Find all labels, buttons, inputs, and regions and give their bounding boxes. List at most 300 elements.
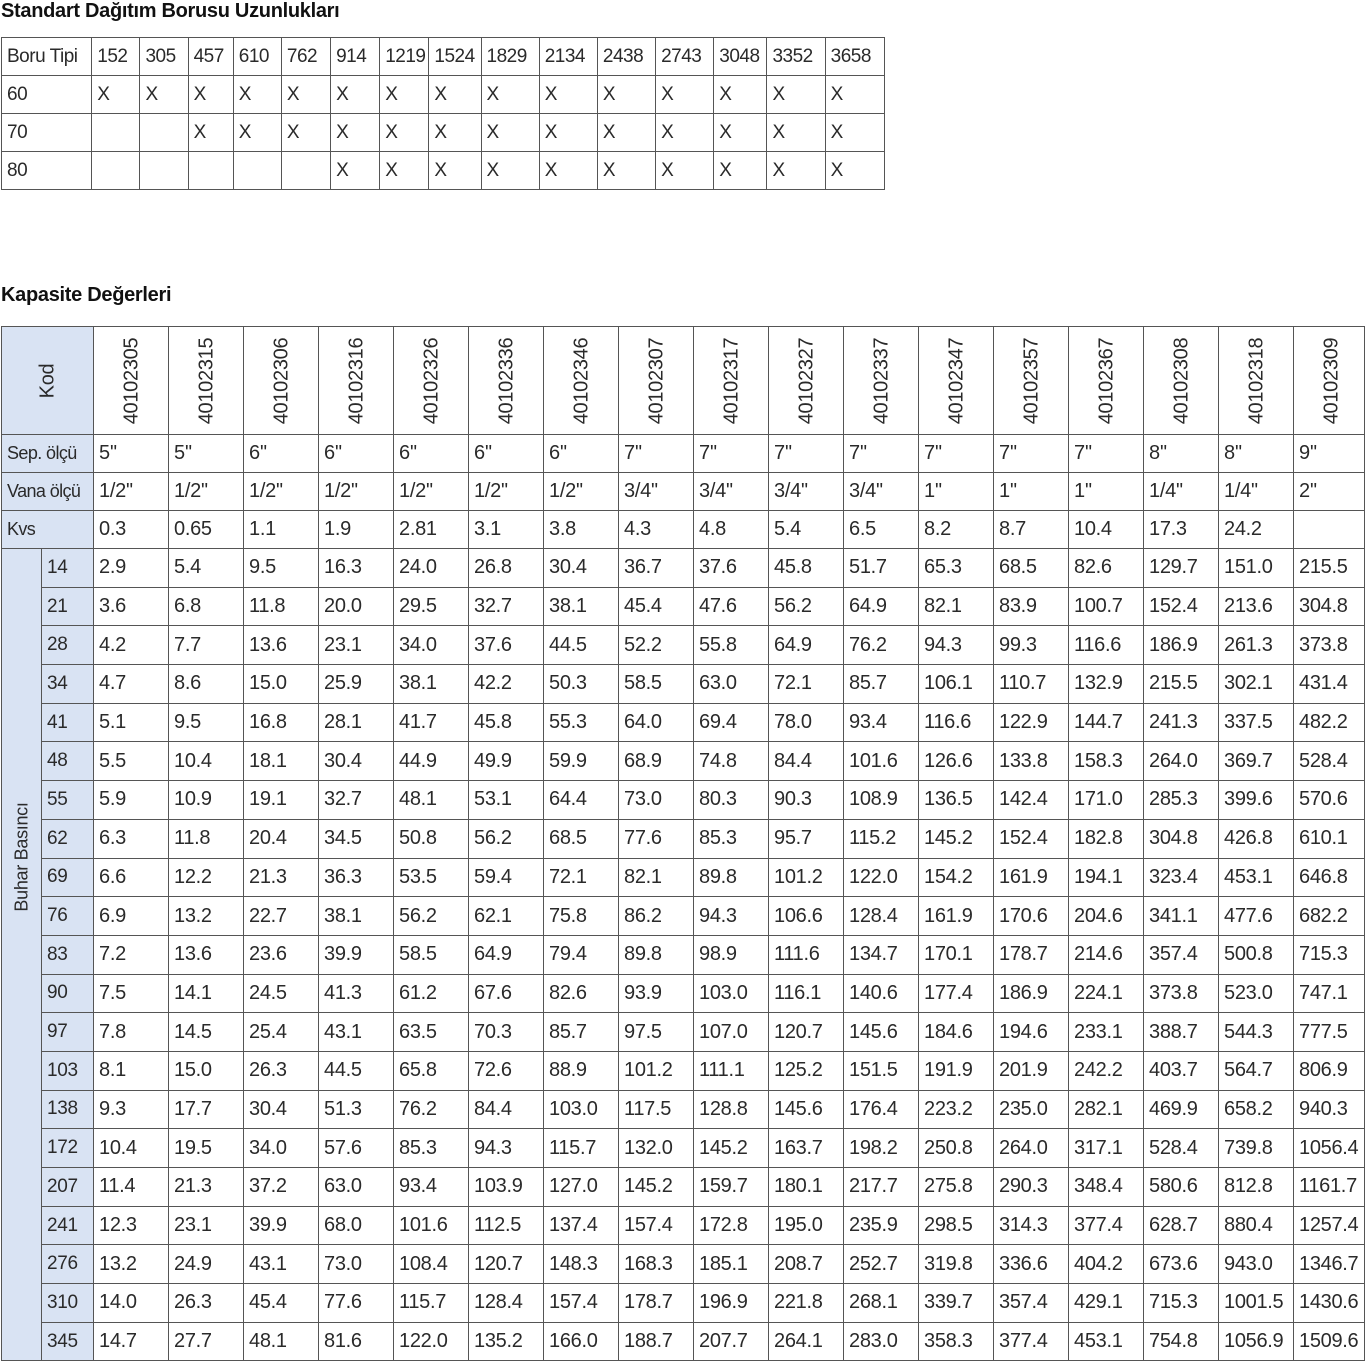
kvs-value-cell: [1294, 511, 1365, 549]
capacity-cell: 158.3: [1069, 742, 1144, 781]
capacity-cell: 18.1: [244, 742, 319, 781]
capacity-cell: 75.8: [544, 897, 619, 936]
capacity-cell: 290.3: [994, 1168, 1069, 1207]
capacity-cell: 170.1: [919, 935, 994, 974]
capacity-cell: 403.7: [1144, 1051, 1219, 1090]
length-header: 3048: [714, 38, 767, 76]
capacity-cell: 13.2: [169, 897, 244, 936]
capacity-cell: 58.5: [394, 935, 469, 974]
capacity-cell: 426.8: [1219, 819, 1294, 858]
table-row: [2, 114, 885, 152]
capacity-cell: 47.6: [694, 587, 769, 626]
header-row: [2, 38, 885, 76]
valve-size-cell: 1'': [1069, 473, 1144, 511]
capacity-cell: 45.4: [619, 587, 694, 626]
capacity-cell: 39.9: [244, 1206, 319, 1245]
capacity-cell: 34.0: [394, 626, 469, 665]
separator-size-cell: 6'': [244, 435, 319, 473]
capacity-cell: 111.1: [694, 1051, 769, 1090]
table-row: [2, 626, 1365, 665]
separator-size-cell: 6'': [544, 435, 619, 473]
product-code-cell: [544, 327, 619, 435]
capacity-cell: 37.6: [694, 549, 769, 588]
capacity-cell: 388.7: [1144, 1013, 1219, 1052]
capacity-cell: 59.4: [469, 858, 544, 897]
capacity-cell: 19.1: [244, 781, 319, 820]
capacity-cell: 81.6: [319, 1322, 394, 1361]
product-code-cell: [94, 327, 169, 435]
separator-size-cell: 5'': [169, 435, 244, 473]
availability-cell: X: [233, 76, 281, 114]
capacity-cell: 30.4: [244, 1090, 319, 1129]
kvs-value-cell: 1.9: [319, 511, 394, 549]
capacity-cell: 122.0: [844, 858, 919, 897]
capacity-cell: 221.8: [769, 1284, 844, 1323]
product-code-cell: [319, 327, 394, 435]
separator-size-cell: 7'': [619, 435, 694, 473]
capacity-cell: 377.4: [994, 1322, 1069, 1361]
availability-cell: X: [380, 114, 429, 152]
pressure-cell: 14: [42, 549, 94, 588]
capacity-cell: 98.9: [694, 935, 769, 974]
capacity-cell: 264.1: [769, 1322, 844, 1361]
product-code: 40102346: [570, 337, 593, 424]
capacity-cell: 37.2: [244, 1168, 319, 1207]
capacity-cell: 682.2: [1294, 897, 1365, 936]
product-code: 40102307: [645, 337, 668, 424]
capacity-cell: 10.4: [169, 742, 244, 781]
capacity-cell: 21.3: [169, 1168, 244, 1207]
capacity-cell: 544.3: [1219, 1013, 1294, 1052]
table-row: [2, 665, 1365, 704]
availability-cell: X: [597, 152, 655, 190]
capacity-cell: 38.1: [394, 665, 469, 704]
capacity-cell: 319.8: [919, 1245, 994, 1284]
length-header: 152: [92, 38, 140, 76]
capacity-cell: 282.1: [1069, 1090, 1144, 1129]
pipe-lengths-title: Standart Dağıtım Borusu Uzunlukları: [1, 0, 340, 22]
availability-cell: X: [429, 114, 481, 152]
capacity-cell: 28.1: [319, 703, 394, 742]
kvs-value-cell: 2.81: [394, 511, 469, 549]
pressure-cell: 345: [42, 1322, 94, 1361]
capacity-cell: 11.4: [94, 1168, 169, 1207]
pipe-type-cell: 80: [2, 152, 92, 190]
capacity-cell: 39.9: [319, 935, 394, 974]
separator-size-cell: 7'': [1069, 435, 1144, 473]
product-code: 40102357: [1020, 337, 1043, 424]
table-row: [2, 1206, 1365, 1245]
capacity-cell: 63.5: [394, 1013, 469, 1052]
capacity-cell: 134.7: [844, 935, 919, 974]
capacity-cell: 157.4: [619, 1206, 694, 1245]
capacity-cell: 89.8: [694, 858, 769, 897]
capacity-cell: 111.6: [769, 935, 844, 974]
capacity-cell: 6.6: [94, 858, 169, 897]
capacity-cell: 261.3: [1219, 626, 1294, 665]
capacity-cell: 50.3: [544, 665, 619, 704]
capacity-cell: 88.9: [544, 1051, 619, 1090]
capacity-cell: 44.5: [544, 626, 619, 665]
capacity-cell: 161.9: [994, 858, 1069, 897]
valve-size-cell: 3/4'': [769, 473, 844, 511]
capacity-cell: 747.1: [1294, 974, 1365, 1013]
capacity-cell: 1161.7: [1294, 1168, 1365, 1207]
availability-cell: X: [281, 114, 330, 152]
capacity-cell: 129.7: [1144, 549, 1219, 588]
capacity-cell: 2.9: [94, 549, 169, 588]
code-label: Kod: [36, 363, 59, 398]
capacity-cell: 55.3: [544, 703, 619, 742]
capacity-cell: 336.6: [994, 1245, 1069, 1284]
pressure-cell: 28: [42, 626, 94, 665]
table-row: [2, 1284, 1365, 1323]
capacity-cell: 304.8: [1144, 819, 1219, 858]
capacity-cell: 11.8: [169, 819, 244, 858]
capacity-cell: 136.5: [919, 781, 994, 820]
capacity-cell: 12.3: [94, 1206, 169, 1245]
capacity-cell: 166.0: [544, 1322, 619, 1361]
capacity-cell: 235.0: [994, 1090, 1069, 1129]
length-header: 2743: [656, 38, 714, 76]
capacity-cell: 24.0: [394, 549, 469, 588]
capacity-cell: 323.4: [1144, 858, 1219, 897]
capacity-cell: 34.5: [319, 819, 394, 858]
capacity-cell: 943.0: [1219, 1245, 1294, 1284]
capacity-cell: 67.6: [469, 974, 544, 1013]
availability-cell: X: [331, 76, 380, 114]
capacity-cell: 36.3: [319, 858, 394, 897]
valve-size-cell: 3/4'': [694, 473, 769, 511]
availability-cell: X: [481, 76, 539, 114]
capacity-cell: 500.8: [1219, 935, 1294, 974]
capacity-cell: 186.9: [1144, 626, 1219, 665]
capacity-cell: 195.0: [769, 1206, 844, 1245]
capacity-cell: 76.2: [844, 626, 919, 665]
availability-cell: [140, 152, 188, 190]
capacity-cell: 93.9: [619, 974, 694, 1013]
table-row: [2, 1090, 1365, 1129]
capacity-cell: 30.4: [319, 742, 394, 781]
availability-cell: X: [481, 152, 539, 190]
capacity-cell: 940.3: [1294, 1090, 1365, 1129]
capacity-cell: 37.6: [469, 626, 544, 665]
valve-size-cell: 2'': [1294, 473, 1365, 511]
capacity-cell: 94.3: [469, 1129, 544, 1168]
capacity-cell: 103.0: [694, 974, 769, 1013]
capacity-cell: 880.4: [1219, 1206, 1294, 1245]
table-row: [2, 897, 1365, 936]
capacity-cell: 135.2: [469, 1322, 544, 1361]
capacity-cell: 482.2: [1294, 703, 1365, 742]
capacity-cell: 9.3: [94, 1090, 169, 1129]
capacity-cell: 302.1: [1219, 665, 1294, 704]
availability-cell: X: [331, 152, 380, 190]
capacity-cell: 339.7: [919, 1284, 994, 1323]
capacity-cell: 103.9: [469, 1168, 544, 1207]
capacity-cell: 5.1: [94, 703, 169, 742]
capacity-cell: 201.9: [994, 1051, 1069, 1090]
capacity-cell: 125.2: [769, 1051, 844, 1090]
capacity-cell: 84.4: [769, 742, 844, 781]
capacity-cell: 77.6: [319, 1284, 394, 1323]
capacity-cell: 145.2: [694, 1129, 769, 1168]
valve-size-row: [2, 473, 1365, 511]
capacity-cell: 186.9: [994, 974, 1069, 1013]
capacity-cell: 26.8: [469, 549, 544, 588]
kvs-value-cell: 3.8: [544, 511, 619, 549]
capacity-cell: 73.0: [319, 1245, 394, 1284]
capacity-cell: 171.0: [1069, 781, 1144, 820]
availability-cell: X: [767, 152, 825, 190]
kvs-value-label: Kvs: [2, 511, 94, 549]
pressure-cell: 241: [42, 1206, 94, 1245]
product-code: 40102308: [1170, 337, 1193, 424]
capacity-cell: 152.4: [994, 819, 1069, 858]
table-row: [2, 858, 1365, 897]
availability-cell: X: [380, 152, 429, 190]
capacity-cell: 10.9: [169, 781, 244, 820]
capacity-cell: 7.5: [94, 974, 169, 1013]
availability-cell: X: [656, 152, 714, 190]
capacity-cell: 64.4: [544, 781, 619, 820]
capacity-cell: 41.7: [394, 703, 469, 742]
capacity-cell: 242.2: [1069, 1051, 1144, 1090]
capacity-cell: 16.3: [319, 549, 394, 588]
capacity-cell: 14.5: [169, 1013, 244, 1052]
kvs-value-cell: 4.3: [619, 511, 694, 549]
capacity-cell: 194.6: [994, 1013, 1069, 1052]
capacity-cell: 163.7: [769, 1129, 844, 1168]
product-code-cell: [619, 327, 694, 435]
availability-cell: [233, 152, 281, 190]
product-code: 40102337: [870, 337, 893, 424]
capacity-cell: 69.4: [694, 703, 769, 742]
capacity-cell: 170.6: [994, 897, 1069, 936]
separator-size-cell: 7'': [769, 435, 844, 473]
capacity-cell: 5.5: [94, 742, 169, 781]
kvs-value-cell: 17.3: [1144, 511, 1219, 549]
capacity-cell: 61.2: [394, 974, 469, 1013]
capacity-cell: 45.8: [469, 703, 544, 742]
capacity-cell: 13.6: [169, 935, 244, 974]
product-code: 40102318: [1245, 337, 1268, 424]
capacity-cell: 128.4: [844, 897, 919, 936]
capacity-cell: 38.1: [319, 897, 394, 936]
capacity-cell: 44.9: [394, 742, 469, 781]
capacity-cell: 116.1: [769, 974, 844, 1013]
capacity-cell: 369.7: [1219, 742, 1294, 781]
capacity-cell: 528.4: [1294, 742, 1365, 781]
capacity-cell: 45.8: [769, 549, 844, 588]
product-code-cell: [1069, 327, 1144, 435]
separator-size-cell: 6'': [319, 435, 394, 473]
table-row: [2, 742, 1365, 781]
capacity-cell: 182.8: [1069, 819, 1144, 858]
capacity-cell: 132.0: [619, 1129, 694, 1168]
valve-size-cell: 1/2'': [394, 473, 469, 511]
capacity-cell: 806.9: [1294, 1051, 1365, 1090]
pressure-cell: 21: [42, 587, 94, 626]
kvs-value-cell: 4.8: [694, 511, 769, 549]
capacity-cell: 1430.6: [1294, 1284, 1365, 1323]
separator-size-row: [2, 435, 1365, 473]
kvs-value-cell: 24.2: [1219, 511, 1294, 549]
capacity-cell: 57.6: [319, 1129, 394, 1168]
product-code: 40102317: [720, 337, 743, 424]
capacity-cell: 172.8: [694, 1206, 769, 1245]
capacity-cell: 373.8: [1294, 626, 1365, 665]
availability-cell: X: [429, 76, 481, 114]
availability-cell: X: [714, 152, 767, 190]
capacity-cell: 453.1: [1219, 858, 1294, 897]
capacity-cell: 137.4: [544, 1206, 619, 1245]
capacity-cell: 213.6: [1219, 587, 1294, 626]
availability-cell: X: [597, 76, 655, 114]
product-code-cell: [1144, 327, 1219, 435]
availability-cell: X: [380, 76, 429, 114]
capacity-cell: 106.6: [769, 897, 844, 936]
capacity-cell: 26.3: [169, 1284, 244, 1323]
separator-size-cell: 7'': [919, 435, 994, 473]
separator-size-cell: 8'': [1144, 435, 1219, 473]
capacity-cell: 285.3: [1144, 781, 1219, 820]
capacity-cell: 42.2: [469, 665, 544, 704]
capacity-cell: 82.1: [919, 587, 994, 626]
capacity-cell: 56.2: [769, 587, 844, 626]
separator-size-cell: 9'': [1294, 435, 1365, 473]
kvs-value-cell: 8.7: [994, 511, 1069, 549]
pressure-cell: 103: [42, 1051, 94, 1090]
product-code-cell: [1294, 327, 1365, 435]
capacity-cell: 298.5: [919, 1206, 994, 1245]
capacity-cell: 45.4: [244, 1284, 319, 1323]
availability-cell: X: [825, 152, 884, 190]
capacity-cell: 214.6: [1069, 935, 1144, 974]
capacity-cell: 108.9: [844, 781, 919, 820]
capacity-cell: 122.0: [394, 1322, 469, 1361]
capacity-cell: 76.2: [394, 1090, 469, 1129]
pressure-cell: 41: [42, 703, 94, 742]
capacity-cell: 16.8: [244, 703, 319, 742]
separator-size-cell: 7'': [694, 435, 769, 473]
capacity-cell: 429.1: [1069, 1284, 1144, 1323]
capacity-cell: 191.9: [919, 1051, 994, 1090]
capacity-cell: 120.7: [469, 1245, 544, 1284]
capacity-cell: 93.4: [394, 1168, 469, 1207]
capacity-cell: 108.4: [394, 1245, 469, 1284]
capacity-cell: 68.9: [619, 742, 694, 781]
pipe-type-cell: 70: [2, 114, 92, 152]
capacity-cell: 64.9: [769, 626, 844, 665]
capacity-cell: 58.5: [619, 665, 694, 704]
capacity-cell: 178.7: [994, 935, 1069, 974]
availability-cell: X: [92, 76, 140, 114]
pipe-type-header: Boru Tipi: [2, 38, 92, 76]
capacity-cell: 27.7: [169, 1322, 244, 1361]
valve-size-cell: 1/4'': [1144, 473, 1219, 511]
capacity-cell: 5.4: [169, 549, 244, 588]
capacity-cell: 25.4: [244, 1013, 319, 1052]
capacity-cell: 580.6: [1144, 1168, 1219, 1207]
capacity-cell: 145.6: [769, 1090, 844, 1129]
capacity-cell: 101.6: [394, 1206, 469, 1245]
capacity-cell: 528.4: [1144, 1129, 1219, 1168]
length-header: 2438: [597, 38, 655, 76]
capacity-cell: 148.3: [544, 1245, 619, 1284]
capacity-cell: 17.7: [169, 1090, 244, 1129]
availability-cell: X: [597, 114, 655, 152]
capacity-cell: 43.1: [244, 1245, 319, 1284]
kvs-value-cell: 0.65: [169, 511, 244, 549]
product-code: 40102326: [420, 337, 443, 424]
capacity-cell: 70.3: [469, 1013, 544, 1052]
length-header: 3658: [825, 38, 884, 76]
capacity-cell: 13.2: [94, 1245, 169, 1284]
capacity-cell: 62.1: [469, 897, 544, 936]
product-code-cell: [394, 327, 469, 435]
capacity-cell: 159.7: [694, 1168, 769, 1207]
capacity-cell: 103.0: [544, 1090, 619, 1129]
table-row: [2, 587, 1365, 626]
capacity-cell: 85.3: [394, 1129, 469, 1168]
availability-cell: X: [331, 114, 380, 152]
capacity-cell: 63.0: [694, 665, 769, 704]
product-code: 40102327: [795, 337, 818, 424]
kvs-value-row: [2, 511, 1365, 549]
capacity-cell: 78.0: [769, 703, 844, 742]
capacity-cell: 453.1: [1069, 1322, 1144, 1361]
kvs-value-cell: 8.2: [919, 511, 994, 549]
product-code-cell: [244, 327, 319, 435]
capacity-cell: 97.5: [619, 1013, 694, 1052]
length-header: 1829: [481, 38, 539, 76]
capacity-cell: 337.5: [1219, 703, 1294, 742]
capacity-cell: 65.8: [394, 1051, 469, 1090]
capacity-cell: 268.1: [844, 1284, 919, 1323]
capacity-cell: 739.8: [1219, 1129, 1294, 1168]
capacity-cell: 9.5: [169, 703, 244, 742]
length-header: 610: [233, 38, 281, 76]
capacity-cell: 64.9: [469, 935, 544, 974]
availability-cell: X: [188, 76, 233, 114]
capacity-cell: 86.2: [619, 897, 694, 936]
capacity-values-table: [1, 326, 1365, 1361]
pressure-cell: 69: [42, 858, 94, 897]
length-header: 305: [140, 38, 188, 76]
code-header-row: [2, 327, 1365, 435]
availability-cell: X: [233, 114, 281, 152]
capacity-cell: 26.3: [244, 1051, 319, 1090]
pipe-lengths-table: [1, 37, 885, 190]
capacity-cell: 120.7: [769, 1013, 844, 1052]
capacity-cell: 610.1: [1294, 819, 1365, 858]
table-row: [2, 549, 1365, 588]
capacity-cell: 6.3: [94, 819, 169, 858]
capacity-cell: 6.9: [94, 897, 169, 936]
availability-cell: X: [825, 114, 884, 152]
product-code: 40102306: [270, 337, 293, 424]
capacity-cell: 377.4: [1069, 1206, 1144, 1245]
capacity-cell: 72.6: [469, 1051, 544, 1090]
capacity-cell: 207.7: [694, 1322, 769, 1361]
capacity-cell: 72.1: [769, 665, 844, 704]
capacity-cell: 754.8: [1144, 1322, 1219, 1361]
capacity-cell: 1346.7: [1294, 1245, 1365, 1284]
valve-size-cell: 1'': [994, 473, 1069, 511]
capacity-cell: 14.0: [94, 1284, 169, 1323]
capacity-cell: 7.2: [94, 935, 169, 974]
